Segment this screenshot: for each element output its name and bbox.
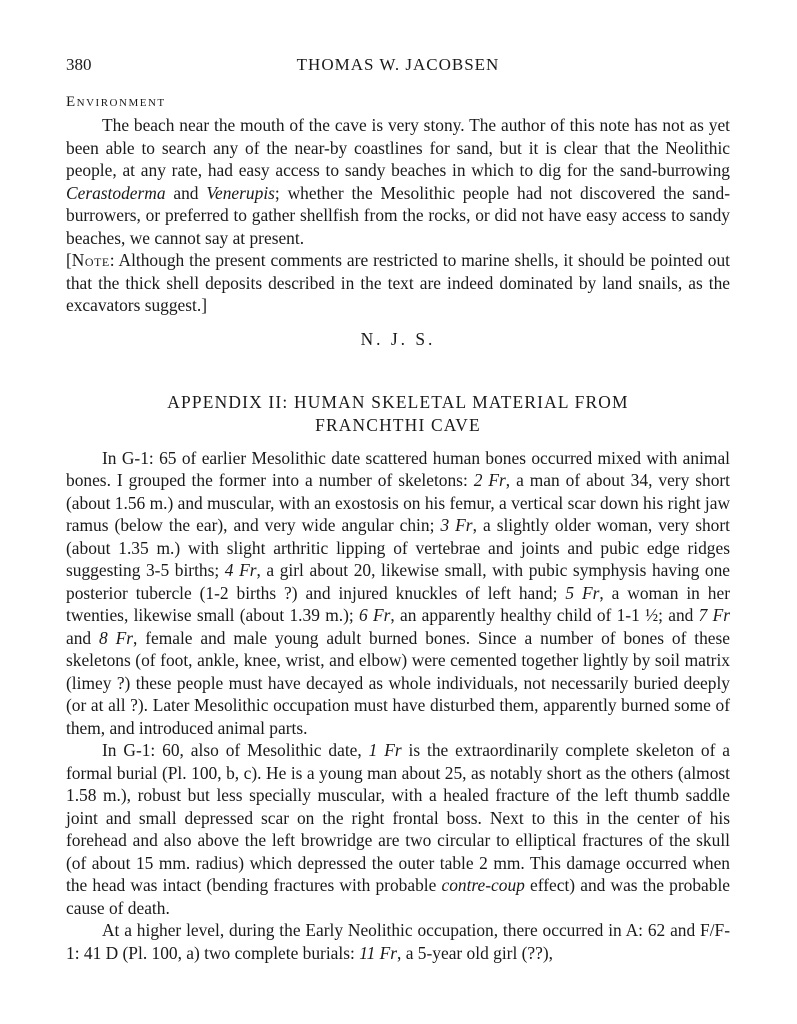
text-run: In G-1: 60, also of Mesolithic date, [102, 740, 369, 760]
text-run: , a man of about 34, very short (about 1.56 m.) and muscular, with an exostosis on his femur, a vertical scar down his right jaw ramus (below the ear), and very wide angular chin; [66, 470, 731, 535]
editor-note [66, 249, 730, 317]
author-initials: N. J. S. [360, 328, 436, 349]
skeleton-id: 7 Fr [698, 605, 730, 625]
appendix-title-line-1: APPENDIX II: HUMAN SKELETAL MATERIAL FROM [167, 391, 629, 412]
note-text: : Although the present comments are restricted to marine shells, it should be pointed out that the thick shell deposits described in the text are indeed dominated by land snails, as the excavators suggest.] [66, 250, 730, 315]
text-run: is the extraordinarily complete skeleton of a formal burial (Pl. 100, b, c). He is a young man about 25, as notably short as the others (almost 1.58 m.), robust but less specially muscular, with a healed fracture of the left thumb saddle joint and small depressed scar on the right frontal boss. Next to this in the center of his forehead and also above the left browridge are two circular to elliptical fractures of the skull (of about 15 mm. radius) which depressed the outer table 2 mm. This damage occurred when the head was intact (bending fractures with probable [66, 740, 731, 895]
text-run: , a girl about 20, likewise small, with pubic symphysis having one posterior tubercle (1-2 births ?) and injured knuckles of left hand; [66, 560, 730, 603]
skeleton-id: 6 Fr [358, 605, 391, 625]
appendix-paragraph-1 [66, 447, 730, 740]
skeleton-id: 8 Fr [99, 627, 133, 648]
section-heading-environment: Environment [66, 94, 166, 110]
page-number: 380 [66, 55, 92, 74]
text-run: and [66, 627, 99, 648]
running-head [66, 48, 730, 82]
note-label: Note [71, 250, 110, 270]
skeleton-id: 11 Fr [359, 942, 398, 963]
appendix-title [66, 391, 730, 437]
text-run: ; whether the Mesolithic people had not discovered the sand-burrowers, or preferred to gather shellfish from the rocks, or did not have easy access to sandy beaches, we cannot say at present. [66, 182, 730, 248]
skeleton-id: 3 Fr [440, 515, 473, 535]
text-run: In G-1: 65 of earlier Mesolithic date scattered human bones occurred mixed with animal bones. I grouped the former into a number of skeletons: [66, 447, 730, 490]
skeleton-id: 5 Fr [565, 582, 600, 603]
text-run: At a higher level, during the Early Neolithic occupation, there occurred in A: 62 and F/F-1: 41 D (Pl. 100, a) two complete burials: [66, 920, 730, 963]
foreign-term: contre-coup [441, 875, 525, 895]
page [66, 48, 730, 964]
taxon-name: Cerastoderma [66, 182, 166, 203]
text-run: , an apparently healthy child of 1-1 ½; and [390, 605, 699, 625]
skeleton-id: 2 Fr [473, 470, 506, 490]
text-run: , a 5-year old girl (??), [397, 942, 553, 963]
environment-paragraph [66, 114, 730, 249]
appendix-paragraph-3 [66, 919, 730, 964]
taxon-name: Venerupis [206, 182, 275, 203]
text-run: The beach near the mouth of the cave is very stony. The author of this note has not as yet been able to search any of the near-by coastlines for sand, but it is clear that the Neolithic people, at any rate, had easy access to sandy beaches in which to dig for the sand-burrowing [66, 115, 730, 180]
text-run: , a slightly older woman, very short (about 1.35 m.) with slight arthritic lipping of vertebrae and joints and pubic edge ridges suggesting 3-5 births; [66, 515, 730, 580]
skeleton-id: 4 Fr [224, 560, 257, 580]
appendix-title-line-2: FRANCHTHI CAVE [315, 414, 481, 435]
text-run: , a woman in her twenties, likewise small (about 1.39 m.); [66, 582, 730, 625]
text-run: effect) and was the probable cause of death. [66, 875, 730, 918]
skeleton-id: 1 Fr [368, 740, 402, 760]
appendix-paragraph-2 [66, 739, 730, 919]
bracket: [ [66, 250, 72, 270]
text-run: and [165, 182, 207, 203]
running-head-author: THOMAS W. JACOBSEN [296, 55, 500, 74]
text-run: , female and male young adult burned bones. Since a number of bones of these skeletons (of foot, ankle, knee, wrist, and elbow) were cemented together lightly by soil matrix (limey ?) these people must have decayed as whole individuals, not necessarily buried deeply (or at all ?). Later Mesolithic occupation must have disturbed them, apparently burned some of them, and introduced animal parts. [66, 627, 730, 738]
